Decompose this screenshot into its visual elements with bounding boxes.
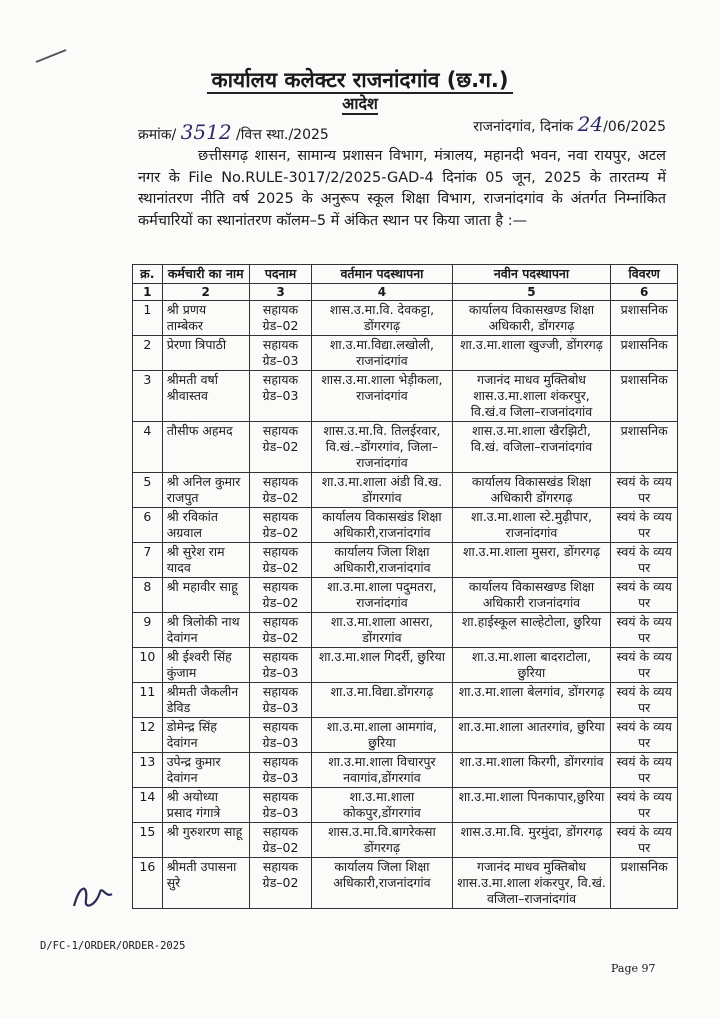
col-number: 2 xyxy=(162,284,249,301)
cell-remark: स्वयं के व्यय पर xyxy=(611,823,678,858)
cell-remark: स्वयं के व्यय पर xyxy=(611,473,678,508)
cell-remark: स्वयं के व्यय पर xyxy=(611,543,678,578)
cell-current: शा.उ.मा.शाला आमगांव, छुरिया xyxy=(312,718,452,753)
date-day: 24 xyxy=(577,112,604,136)
cell-name: श्रीमती वर्षा श्रीवास्तव xyxy=(162,371,249,422)
cell-remark: स्वयं के व्यय पर xyxy=(611,753,678,788)
cell-new: शा.उ.मा.शाला स्टे.मुढ़ीपार, राजनांदगांव xyxy=(452,508,611,543)
document-code: D/FC-1/ORDER/ORDER-2025 xyxy=(40,940,186,952)
table-column-number-row xyxy=(133,284,678,301)
cell-post: सहायक ग्रेड–02 xyxy=(249,301,311,336)
cell-remark: स्वयं के व्यय पर xyxy=(611,683,678,718)
cell-current: शास.उ.मा.वि.बागरेकसा डोंगरगढ़ xyxy=(312,823,452,858)
table-row xyxy=(133,371,678,422)
cell-remark: प्रशासनिक xyxy=(611,336,678,371)
cell-name: श्री गुरुशरण साहू xyxy=(162,823,249,858)
cell-post: सहायक ग्रेड–02 xyxy=(249,823,311,858)
order-prefix: क्रमांक/ xyxy=(138,127,177,143)
cell-remark: प्रशासनिक xyxy=(611,301,678,336)
cell-sno: 8 xyxy=(133,578,163,613)
cell-sno: 13 xyxy=(133,753,163,788)
cell-sno: 6 xyxy=(133,508,163,543)
cell-remark: स्वयं के व्यय पर xyxy=(611,613,678,648)
cell-name: तौसीफ अहमद xyxy=(162,422,249,473)
place-date-prefix: राजनांदगांव, दिनांक xyxy=(473,119,574,135)
order-suffix: /वित्त स्था./2025 xyxy=(236,127,329,143)
cell-current: शा.उ.मा.शाल गिदर्री, छुरिया xyxy=(312,648,452,683)
cell-sno: 7 xyxy=(133,543,163,578)
cell-post: सहायक ग्रेड–03 xyxy=(249,718,311,753)
cell-new: कार्यालय विकासखण्ड शिक्षा अधिकारी, डोंगरगढ़ xyxy=(452,301,611,336)
cell-sno: 4 xyxy=(133,422,163,473)
cell-new: शा.उ.मा.शाला पिनकापार,छुरिया xyxy=(452,788,611,823)
cell-name: श्रीमती जैकलीन डेविड xyxy=(162,683,249,718)
cell-new: शास.उ.मा.वि. मुरमुंदा, डोंगरगढ़ xyxy=(452,823,611,858)
cell-new: गजानंद माधव मुक्तिबोध शास.उ.मा.शाला शंकरपुर, वि.खं.व जिला–राजनांदगांव xyxy=(452,371,611,422)
cell-name: श्री अनिल कुमार राजपुत xyxy=(162,473,249,508)
cell-name: श्री अयोध्या प्रसाद गंगात्रे xyxy=(162,788,249,823)
cell-current: शा.उ.मा.विद्या.डोंगरगढ़ xyxy=(312,683,452,718)
cell-name: श्रीमती उपासना सुरे xyxy=(162,858,249,909)
cell-name: श्री रविकांत अग्रवाल xyxy=(162,508,249,543)
cell-new: शा.उ.मा.शाला बादराटोला, छुरिया xyxy=(452,648,611,683)
cell-new: शा.उ.मा.शाला मुसरा, डोंगरगढ़ xyxy=(452,543,611,578)
cell-name: श्री प्रणय ताम्बेकर xyxy=(162,301,249,336)
col-number: 1 xyxy=(133,284,163,301)
cell-new: शा.हाईस्कूल साल्हेटोला, छुरिया xyxy=(452,613,611,648)
cell-post: सहायक ग्रेड–02 xyxy=(249,473,311,508)
col-number: 5 xyxy=(452,284,611,301)
cell-new: शास.उ.मा.शाला खैरझिटी, वि.खं. वजिला–राजनांदगांव xyxy=(452,422,611,473)
table-row xyxy=(133,753,678,788)
cell-name: श्री त्रिलोकी नाथ देवांगन xyxy=(162,613,249,648)
col-number: 6 xyxy=(611,284,678,301)
table-row xyxy=(133,578,678,613)
cell-remark: प्रशासनिक xyxy=(611,371,678,422)
cell-sno: 16 xyxy=(133,858,163,909)
cell-post: सहायक ग्रेड–02 xyxy=(249,578,311,613)
table-row xyxy=(133,718,678,753)
order-number-block xyxy=(138,120,329,144)
transfer-table xyxy=(132,264,678,909)
cell-current: शा.उ.मा.शाला पदुमतरा, राजनांदगांव xyxy=(312,578,452,613)
cell-remark: स्वयं के व्यय पर xyxy=(611,578,678,613)
cell-post: सहायक ग्रेड–03 xyxy=(249,648,311,683)
cell-new: कार्यालय विकासखण्ड शिक्षा अधिकारी राजनांदगांव xyxy=(452,578,611,613)
table-row xyxy=(133,648,678,683)
date-rest: /06/2025 xyxy=(603,119,666,135)
page-number: Page 97 xyxy=(611,962,656,975)
office-title: कार्यालय कलेक्टर राजनांदगांव (छ.ग.) xyxy=(0,66,720,94)
cell-remark: स्वयं के व्यय पर xyxy=(611,788,678,823)
cell-current: शा.उ.मा.शाला आसरा, डोंगरगांव xyxy=(312,613,452,648)
table-row xyxy=(133,823,678,858)
cell-current: कार्यालय जिला शिक्षा अधिकारी,राजनांदगांव xyxy=(312,858,452,909)
table-row xyxy=(133,788,678,823)
cell-new: कार्यालय विकासखंड शिक्षा अधिकारी डोंगरगढ़ xyxy=(452,473,611,508)
cell-current: शा.उ.मा.विद्या.लखोली, राजनांदगांव xyxy=(312,336,452,371)
cell-sno: 11 xyxy=(133,683,163,718)
cell-post: सहायक ग्रेड–02 xyxy=(249,508,311,543)
header-remark: विवरण xyxy=(611,265,678,284)
pen-stroke-mark xyxy=(34,46,70,66)
cell-remark: स्वयं के व्यय पर xyxy=(611,648,678,683)
header-post: पदनाम xyxy=(249,265,311,284)
cell-name: डोमेन्द्र सिंह देवांगन xyxy=(162,718,249,753)
cell-sno: 9 xyxy=(133,613,163,648)
signature-mark xyxy=(66,876,126,916)
cell-sno: 1 xyxy=(133,301,163,336)
cell-current: शा.उ.मा.शाला अंडी वि.ख. डोंगरगांव xyxy=(312,473,452,508)
cell-remark: प्रशासनिक xyxy=(611,858,678,909)
cell-current: शास.उ.मा.शाला भेड़ीकला, राजनांदगांव xyxy=(312,371,452,422)
cell-new: गजानंद माधव मुक्तिबोध शास.उ.मा.शाला शंकरपुर, वि.खं. वजिला–राजनांदगांव xyxy=(452,858,611,909)
cell-name: प्रेरणा त्रिपाठी xyxy=(162,336,249,371)
table-row xyxy=(133,422,678,473)
cell-name: श्री ईश्वरी सिंह कुंजाम xyxy=(162,648,249,683)
cell-new: शा.उ.मा.शाला किरगी, डोंगरगांव xyxy=(452,753,611,788)
table-row xyxy=(133,858,678,909)
cell-new: शा.उ.मा.शाला आतरगांव, छुरिया xyxy=(452,718,611,753)
table-row xyxy=(133,683,678,718)
cell-current: कार्यालय विकासखंड शिक्षा अधिकारी,राजनांदगांव xyxy=(312,508,452,543)
table-header-row xyxy=(133,265,678,284)
place-date-block xyxy=(473,112,666,136)
cell-remark: स्वयं के व्यय पर xyxy=(611,508,678,543)
table-row xyxy=(133,508,678,543)
cell-current: शास.उ.मा.वि. तिलईरवार, वि.खं.–डोंगरगांव, जिला–राजनांदगांव xyxy=(312,422,452,473)
table-row xyxy=(133,473,678,508)
table-row xyxy=(133,336,678,371)
cell-sno: 2 xyxy=(133,336,163,371)
cell-remark: स्वयं के व्यय पर xyxy=(611,718,678,753)
cell-remark: प्रशासनिक xyxy=(611,422,678,473)
cell-name: श्री सुरेश राम यादव xyxy=(162,543,249,578)
cell-post: सहायक ग्रेड–03 xyxy=(249,788,311,823)
col-number: 4 xyxy=(312,284,452,301)
header-new: नवीन पदस्थापना xyxy=(452,265,611,284)
cell-post: सहायक ग्रेड–03 xyxy=(249,371,311,422)
cell-name: श्री महावीर साहू xyxy=(162,578,249,613)
order-number: 3512 xyxy=(180,120,232,144)
cell-new: शा.उ.मा.शाला खुज्जी, डोंगरगढ़ xyxy=(452,336,611,371)
cell-post: सहायक ग्रेड–02 xyxy=(249,422,311,473)
header-current: वर्तमान पदस्थापना xyxy=(312,265,452,284)
cell-post: सहायक ग्रेड–03 xyxy=(249,683,311,718)
header-sno: क्र. xyxy=(133,265,163,284)
order-heading: आदेश xyxy=(342,94,378,113)
cell-name: उपेन्द्र कुमार देवांगन xyxy=(162,753,249,788)
cell-post: सहायक ग्रेड–02 xyxy=(249,543,311,578)
table-row xyxy=(133,301,678,336)
order-reference-line xyxy=(138,112,666,144)
cell-sno: 15 xyxy=(133,823,163,858)
col-number: 3 xyxy=(249,284,311,301)
cell-post: सहायक ग्रेड–02 xyxy=(249,858,311,909)
table-row xyxy=(133,543,678,578)
cell-sno: 12 xyxy=(133,718,163,753)
cell-post: सहायक ग्रेड–03 xyxy=(249,336,311,371)
header-name: कर्मचारी का नाम xyxy=(162,265,249,284)
cell-current: कार्यालय जिला शिक्षा अधिकारी,राजनांदगांव xyxy=(312,543,452,578)
cell-new: शा.उ.मा.शाला बेलगांव, डोंगरगढ़ xyxy=(452,683,611,718)
cell-sno: 5 xyxy=(133,473,163,508)
order-body-text: छत्तीसगढ़ शासन, सामान्य प्रशासन विभाग, मंत्रालय, महानदी भवन, नवा रायपुर, अटल नगर के File No.RULE-3017/2/2025-GAD-4 दिनांक 05 जून, 2025 के तारतम्य में स्थानांतरण नीति वर्ष 2025 के अनुरूप स्कूल शिक्षा विभाग, राजनांदगांव के अंतर्गत निम्नांकित कर्मचारियों का स्थानांतरण कॉलम–5 में अंकित स्थान पर किया जाता है :— xyxy=(138,148,666,229)
cell-sno: 10 xyxy=(133,648,163,683)
cell-post: सहायक ग्रेड–03 xyxy=(249,753,311,788)
table-row xyxy=(133,613,678,648)
cell-post: सहायक ग्रेड–02 xyxy=(249,613,311,648)
cell-sno: 14 xyxy=(133,788,163,823)
cell-sno: 3 xyxy=(133,371,163,422)
cell-current: शा.उ.मा.शाला विचारपुर नवागांव,डोंगरगांव xyxy=(312,753,452,788)
cell-current: शा.उ.मा.शाला कोकपुर,डोंगरगांव xyxy=(312,788,452,823)
cell-current: शास.उ.मा.वि. देवकट्टा, डोंगरगढ़ xyxy=(312,301,452,336)
